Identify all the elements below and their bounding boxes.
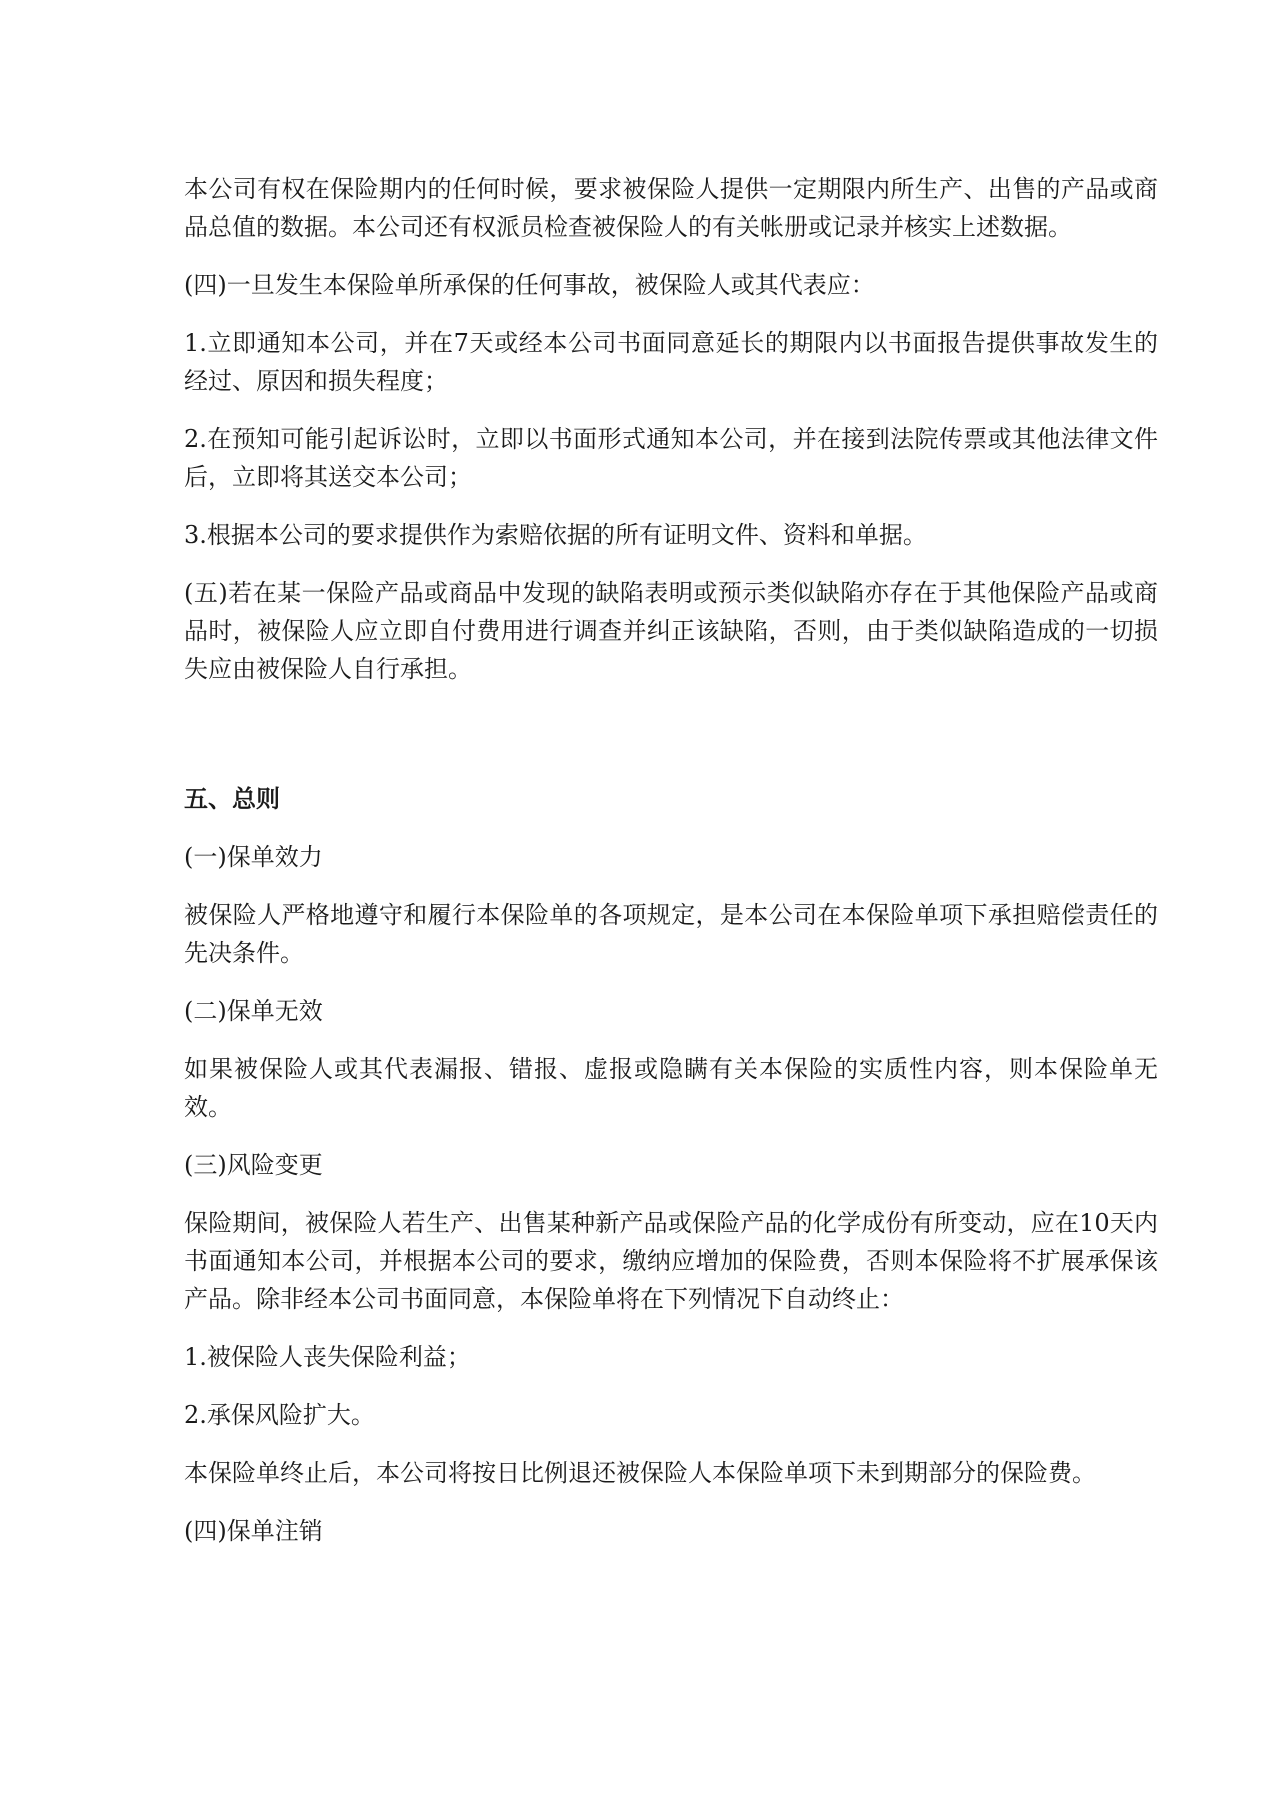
- subheading-policy-validity: (一)保单效力: [184, 843, 323, 871]
- paragraph-data-inspection: 本公司有权在保险期内的任何时候，要求被保险人提供一定期限内所生产、出售的产品或商品总值的数据。本公司还有权派员检查被保险人的有关帐册或记录并核实上述数据。: [184, 175, 1158, 241]
- paragraph-defect-handling: (五)若在某一保险产品或商品中发现的缺陷表明或预示类似缺陷亦存在于其他保险产品或商品时，被保险人应立即自付费用进行调查并纠正该缺陷，否则，由于类似缺陷造成的一切损失应由被保险人自行承担。: [184, 579, 1158, 683]
- subheading-policy-cancellation: (四)保单注销: [184, 1517, 323, 1545]
- subheading-policy-invalid: (二)保单无效: [184, 997, 323, 1025]
- paragraph-notify-company: 1.立即通知本公司，并在7天或经本公司书面同意延长的期限内以书面报告提供事故发生的经过、原因和损失程度；: [184, 329, 1158, 395]
- paragraph-claim-documents: 3.根据本公司的要求提供作为索赔依据的所有证明文件、资料和单据。: [184, 521, 927, 549]
- paragraph-risk-change: 保险期间，被保险人若生产、出售某种新产品或保险产品的化学成份有所变动，应在10天内书面通知本公司，并根据本公司的要求，缴纳应增加的保险费，否则本保险将不扩展承保该产品。除非经本公司书面同意，本保险单将在下列情况下自动终止：: [184, 1209, 1158, 1313]
- list-item-loss-of-interest: 1.被保险人丧失保险利益；: [184, 1343, 471, 1371]
- paragraph-litigation-notice: 2.在预知可能引起诉讼时，立即以书面形式通知本公司，并在接到法院传票或其他法律文件后，立即将其送交本公司；: [184, 425, 1158, 491]
- paragraph-policy-validity: 被保险人严格地遵守和履行本保险单的各项规定，是本公司在本保险单项下承担赔偿责任的先决条件。: [184, 901, 1158, 967]
- section-heading-general-provisions: 五、总则: [184, 785, 280, 813]
- list-item-risk-expansion: 2.承保风险扩大。: [184, 1401, 375, 1429]
- subheading-risk-change: (三)风险变更: [184, 1151, 323, 1179]
- document-page: [184, 170, 1158, 1570]
- paragraph-premium-refund: 本保险单终止后，本公司将按日比例退还被保险人本保险单项下未到期部分的保险费。: [184, 1459, 1096, 1487]
- paragraph-policy-invalid: 如果被保险人或其代表漏报、错报、虚报或隐瞒有关本保险的实质性内容，则本保险单无效。: [184, 1055, 1158, 1121]
- paragraph-accident-duties: (四)一旦发生本保险单所承保的任何事故，被保险人或其代表应：: [184, 271, 875, 299]
